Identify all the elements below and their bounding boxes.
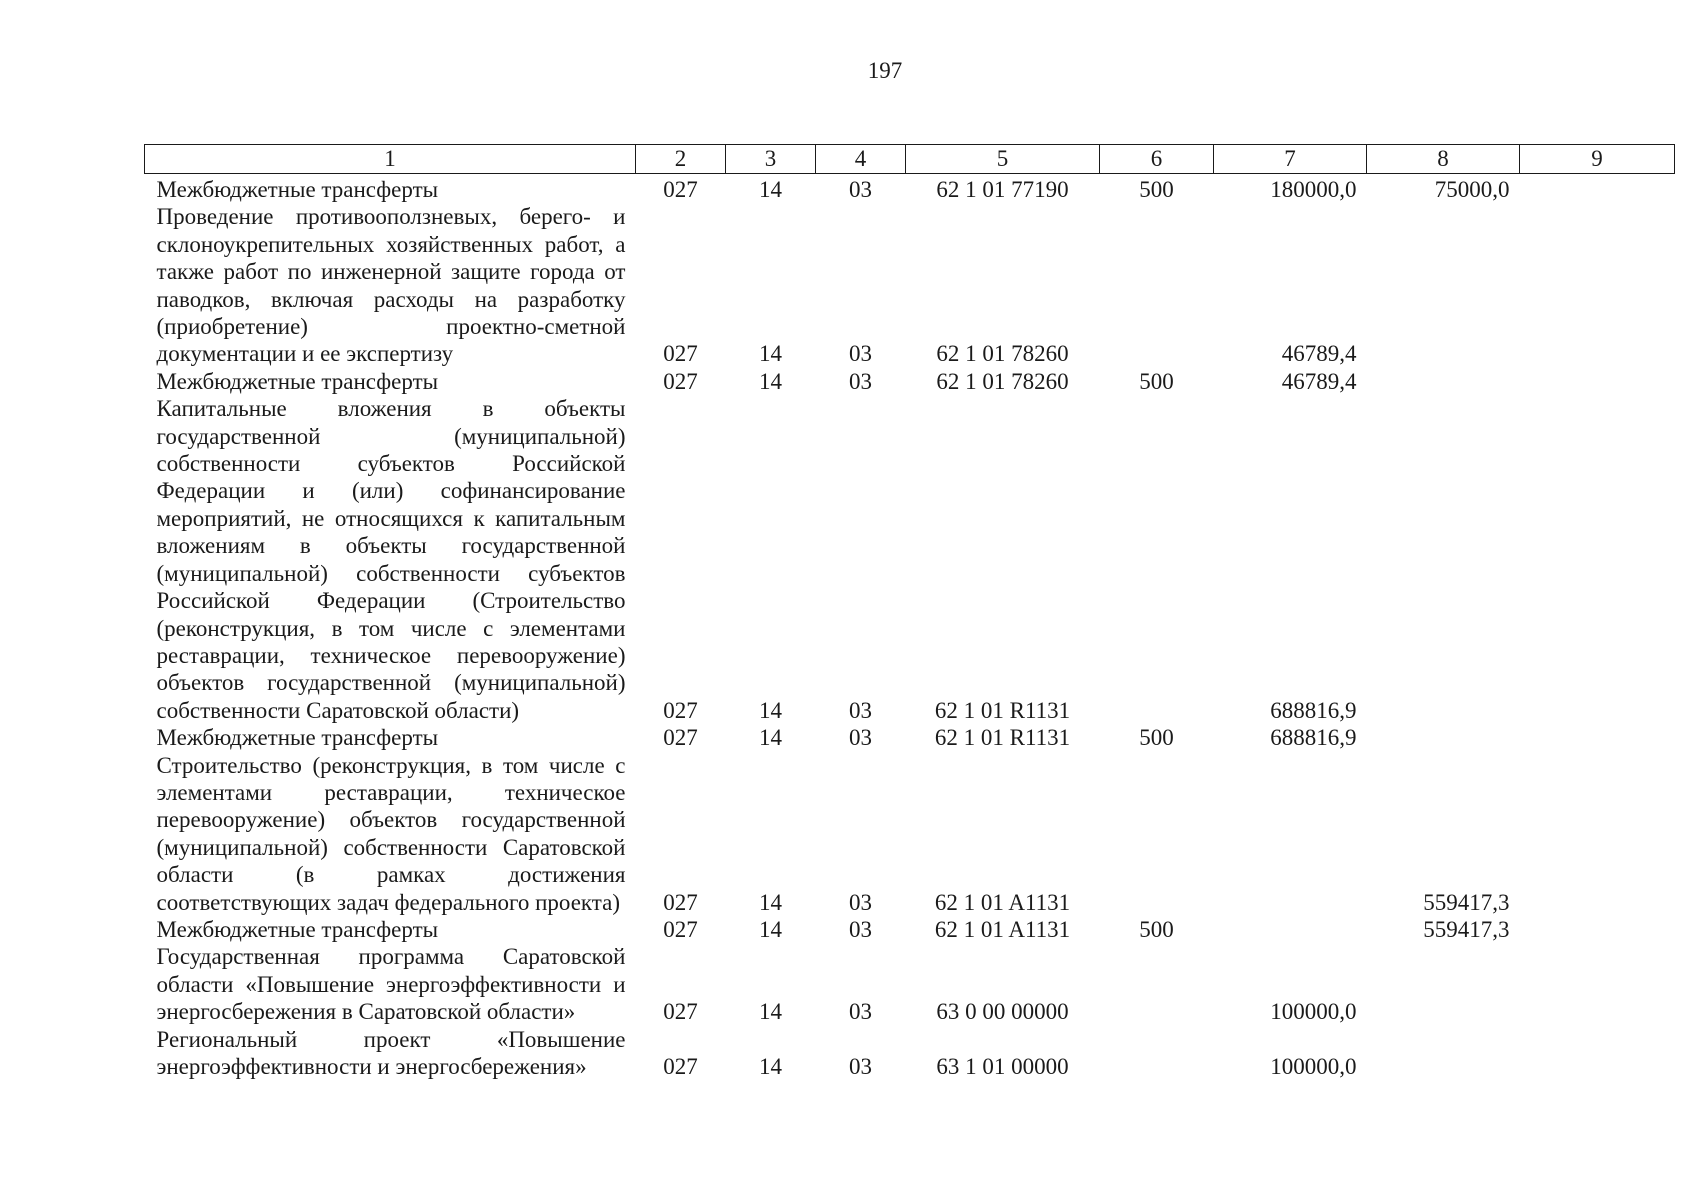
table-row [145, 395, 1675, 724]
cell-expense-type: 500 [1139, 725, 1174, 751]
cell-amount-9 [1520, 395, 1675, 724]
cell-expense-type: 500 [1139, 177, 1174, 202]
column-header: 4 [816, 145, 906, 174]
cell-amount-8: 559417,3 [1423, 889, 1510, 915]
cell-amount-9 [1520, 943, 1675, 1025]
cell-code-4: 03 [849, 916, 872, 942]
table-body [145, 174, 1675, 1081]
cell-amount-8: 559417,3 [1423, 916, 1510, 942]
cell-amount-9 [1520, 1026, 1675, 1081]
cell-expense-type [1100, 203, 1214, 367]
column-header: 8 [1367, 145, 1520, 174]
cell-amount-9 [1520, 724, 1675, 751]
table-header-row [145, 145, 1675, 174]
cell-amount-8 [1367, 943, 1520, 1025]
row-description: Государственная программа Саратовской области «Повышение энергоэффективности и энергосбережения в Саратовской области» [156, 944, 626, 1025]
cell-code-2: 027 [663, 368, 698, 394]
cell-amount-7: 100000,0 [1270, 999, 1357, 1025]
cell-amount-7: 688816,9 [1270, 697, 1357, 723]
cell-code-4: 03 [849, 725, 872, 751]
cell-code-4: 03 [849, 697, 872, 723]
cell-code-3: 14 [759, 916, 782, 942]
cell-amount-8: 75000,0 [1434, 177, 1510, 202]
column-header: 5 [906, 145, 1100, 174]
cell-target-article: 62 1 01 77190 [936, 177, 1069, 202]
cell-amount-8 [1367, 368, 1520, 395]
cell-code-2: 027 [663, 725, 698, 751]
table-row [145, 203, 1675, 367]
cell-expense-type: 500 [1139, 368, 1174, 394]
column-header: 3 [726, 145, 816, 174]
row-description: Проведение противооползневых, берего- и склоноукрепительных хозяйственных работ, а также работ по инженерной защите города от паводков, включая расходы на разработку (приобретение) проектно-сметной документации и ее экспертизу [156, 204, 626, 367]
cell-code-3: 14 [759, 1054, 782, 1079]
cell-amount-7: 688816,9 [1270, 725, 1357, 751]
cell-target-article: 63 0 00 00000 [936, 999, 1069, 1025]
cell-code-2: 027 [663, 889, 698, 915]
table-row [145, 368, 1675, 395]
table-row [145, 174, 1675, 204]
page-number: 197 [867, 58, 903, 83]
cell-amount-8 [1367, 724, 1520, 751]
cell-code-2: 027 [663, 341, 698, 367]
cell-expense-type [1100, 1026, 1214, 1081]
cell-code-3: 14 [759, 889, 782, 915]
budget-table [144, 144, 1675, 1080]
cell-amount-8 [1367, 203, 1520, 367]
column-header: 2 [636, 145, 726, 174]
table-row [145, 752, 1675, 916]
cell-code-2: 027 [663, 1054, 698, 1079]
row-description: Межбюджетные трансферты [156, 916, 439, 942]
cell-code-3: 14 [759, 725, 782, 751]
cell-amount-9 [1520, 203, 1675, 367]
cell-amount-7 [1214, 752, 1367, 916]
row-description: Капитальные вложения в объекты государственной (муниципальной) собственности субъектов Российской Федерации и (или) софинансирование мероприятий, не относящихся к капитальным вложениям в объекты государственной (муниципальной) собственности субъектов Российской Федерации (Строительство (реконструкция, в том числе с элементами реставрации, техническое перевооружение) объектов государственной (муниципальной) собственности Саратовской области) [156, 396, 626, 723]
cell-code-4: 03 [849, 999, 872, 1025]
cell-target-article: 62 1 01 78260 [936, 368, 1069, 394]
cell-target-article: 62 1 01 A1131 [934, 916, 1071, 942]
cell-code-2: 027 [663, 177, 698, 202]
cell-target-article: 62 1 01 A1131 [934, 889, 1071, 915]
cell-code-2: 027 [663, 999, 698, 1025]
cell-code-4: 03 [849, 177, 872, 202]
column-header: 7 [1214, 145, 1367, 174]
cell-amount-9 [1520, 368, 1675, 395]
cell-code-3: 14 [759, 177, 782, 202]
table-row [145, 916, 1675, 943]
cell-expense-type [1100, 395, 1214, 724]
cell-code-4: 03 [849, 1054, 872, 1079]
cell-expense-type [1100, 752, 1214, 916]
cell-amount-7: 46789,4 [1281, 368, 1357, 394]
column-header: 1 [145, 145, 636, 174]
row-description: Межбюджетные трансферты [156, 177, 439, 202]
cell-amount-7: 46789,4 [1281, 341, 1357, 367]
cell-target-article: 63 1 01 00000 [936, 1054, 1069, 1079]
row-description: Межбюджетные трансферты [156, 368, 439, 394]
cell-target-article: 62 1 01 R1131 [934, 725, 1071, 751]
cell-code-3: 14 [759, 999, 782, 1025]
column-header: 9 [1520, 145, 1675, 174]
cell-amount-9 [1520, 916, 1675, 943]
cell-code-4: 03 [849, 341, 872, 367]
cell-code-2: 027 [663, 697, 698, 723]
cell-amount-9 [1520, 174, 1675, 204]
cell-amount-8 [1367, 395, 1520, 724]
cell-expense-type: 500 [1139, 916, 1174, 942]
cell-code-4: 03 [849, 368, 872, 394]
cell-amount-7: 100000,0 [1270, 1054, 1357, 1079]
row-description: Строительство (реконструкция, в том числе с элементами реставрации, техническое перевооружение) объектов государственной (муниципальной) собственности Саратовской области (в рамках достижения соответствующих задач федерального проекта) [156, 752, 626, 915]
table-row [145, 724, 1675, 751]
cell-amount-8 [1367, 1026, 1520, 1081]
cell-target-article: 62 1 01 78260 [936, 341, 1069, 367]
cell-code-3: 14 [759, 341, 782, 367]
cell-code-4: 03 [849, 889, 872, 915]
row-description: Межбюджетные трансферты [156, 725, 439, 751]
row-description: Региональный проект «Повышение энергоэффективности и энергосбережения» [156, 1026, 626, 1079]
cell-code-3: 14 [759, 697, 782, 723]
cell-code-3: 14 [759, 368, 782, 394]
column-header: 6 [1100, 145, 1214, 174]
cell-amount-7: 180000,0 [1270, 177, 1357, 202]
cell-amount-7 [1214, 916, 1367, 943]
cell-target-article: 62 1 01 R1131 [934, 697, 1071, 723]
cell-expense-type [1100, 943, 1214, 1025]
cell-code-2: 027 [663, 916, 698, 942]
table-row [145, 1026, 1675, 1081]
table-row [145, 943, 1675, 1025]
cell-amount-9 [1520, 752, 1675, 916]
